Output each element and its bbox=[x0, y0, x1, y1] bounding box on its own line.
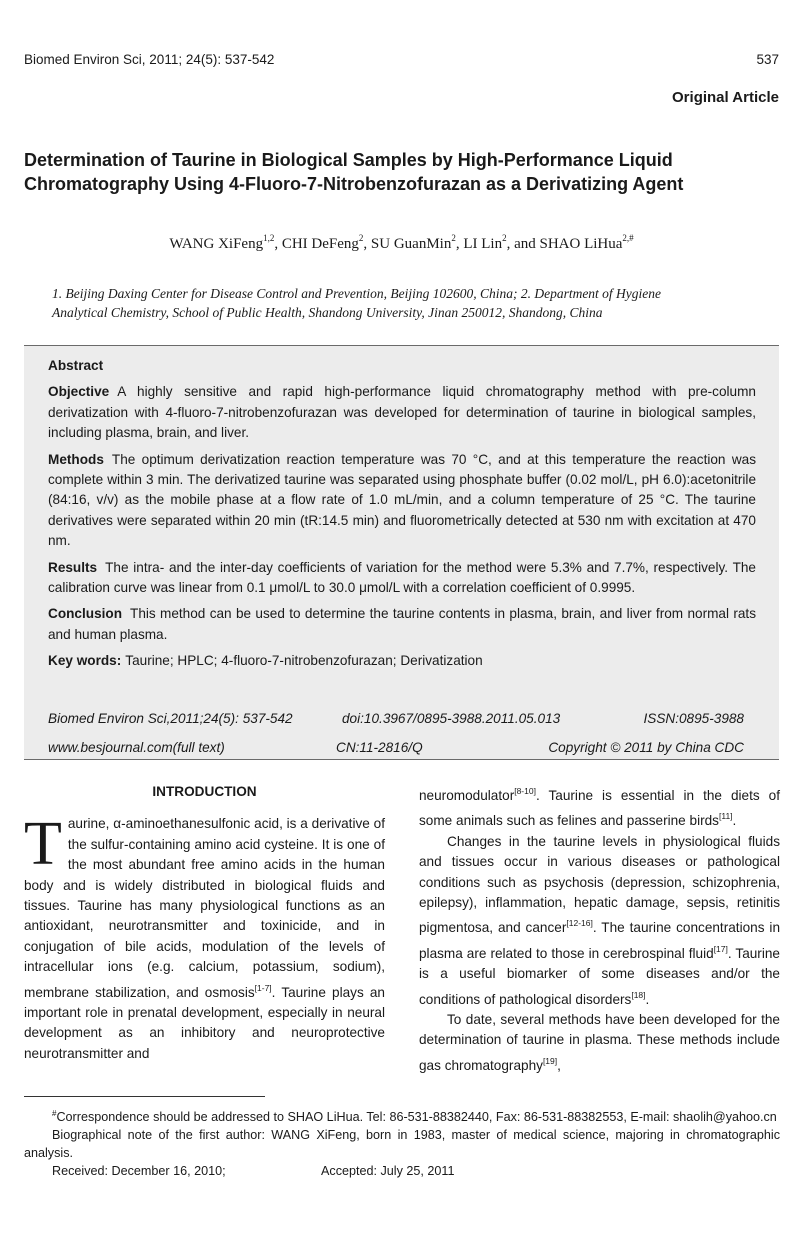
abstract-body bbox=[48, 356, 756, 678]
author-separator: , and bbox=[506, 236, 540, 252]
doi: doi:10.3967/0895-3988.2011.05.013 bbox=[342, 711, 561, 726]
keywords-text: Taurine; HPLC; 4-fluoro-7-nitrobenzofurazan; Derivatization bbox=[125, 653, 483, 669]
citation-ref[interactable]: [19] bbox=[542, 1055, 558, 1066]
affiliation-line: Analytical Chemistry, School of Public Health, Shandong University, Jinan 250012, Shandong, China bbox=[52, 305, 603, 320]
paragraph-text: To date, several methods have been developed for the determination of taurine in plasma. These methods include gas chromatography bbox=[419, 1012, 780, 1073]
intro-paragraph-3 bbox=[419, 1010, 780, 1076]
paragraph-text: Changes in the taurine levels in physiological fluids and tissues occur in various diseases or pathological conditions such as psychosis (depression, schizophrenia, epilepsy), inflammation, hepatic damage, sepsis, retinitis pigmentosa, and cancer bbox=[419, 833, 780, 936]
citation-ref[interactable]: [17] bbox=[713, 943, 728, 954]
paragraph-text: aurine, α-aminoethanesulfonic acid, is a derivative of the sulfur-containing amino acid cysteine. It is one of the most abundant free amino acids in the human body and is widely distributed in biological fluids and tissues. Taurine has many physiological functions as an antioxidant, neurotransmitter and toxinicide, and in conjugation of bile acids, modulation of the levels of intracellular ions (e.g. calcium, potassium, sodium), membrane stabilization, and osmosis bbox=[24, 816, 385, 1000]
dates-line bbox=[24, 1162, 780, 1180]
intro-paragraph-1 bbox=[24, 810, 385, 1064]
paragraph-text: . bbox=[645, 991, 650, 1007]
author-name: WANG XiFeng bbox=[169, 236, 264, 252]
objective-label: Objective bbox=[48, 384, 110, 400]
paragraph-text: neuromodulator bbox=[419, 788, 515, 803]
footnote-mark: # bbox=[52, 1109, 57, 1118]
author-name: SU GuanMin bbox=[370, 236, 452, 252]
conclusion-label: Conclusion bbox=[48, 606, 123, 622]
citation-ref[interactable]: [18] bbox=[631, 989, 646, 1000]
cn-number: CN:11-2816/Q bbox=[336, 740, 423, 755]
correspondence-note bbox=[24, 1105, 780, 1126]
footnote-divider bbox=[24, 1096, 265, 1097]
author-affiliation-mark: 2 bbox=[502, 233, 507, 243]
results-label: Results bbox=[48, 559, 98, 575]
accepted-date: Accepted: July 25, 2011 bbox=[321, 1164, 455, 1179]
copyright: Copyright © 2011 by China CDC bbox=[548, 740, 744, 755]
methods-label: Methods bbox=[48, 451, 104, 467]
paragraph-text: . Taurine is a useful biomarker of some diseases and/or the conditions of pathological disorders bbox=[419, 945, 780, 1007]
results-text: The intra- and the inter-day coefficients of variation for the method were 5.3% and 7.7%, respectively. The calibration curve was linear from 0.1 μmol/L to 30.0 μmol/L with a correlation coefficient of 0.9995. bbox=[48, 559, 756, 596]
received-date: Received: December 16, 2010; bbox=[52, 1164, 226, 1179]
paragraph-text: . Taurine is essential in the diets of some animals such as felines and passerine birds bbox=[419, 788, 780, 829]
citation-ref[interactable]: [1-7] bbox=[254, 982, 272, 993]
abstract-objective bbox=[48, 382, 756, 443]
footnotes bbox=[24, 1105, 780, 1180]
page-number: 537 bbox=[756, 52, 779, 67]
issn: ISSN:0895-3988 bbox=[643, 711, 744, 726]
title-line: Determination of Taurine in Biological Samples by High-Performance Liquid bbox=[24, 150, 673, 170]
author-name: SHAO LiHua bbox=[539, 236, 623, 252]
citation-ref[interactable]: [11] bbox=[718, 811, 733, 822]
affiliation-line: 1. Beijing Daxing Center for Disease Control and Prevention, Beijing 102600, China; 2. Department of Hygiene bbox=[52, 286, 662, 301]
author-name: CHI DeFeng bbox=[281, 236, 359, 252]
author-affiliation-mark: 1,2 bbox=[263, 233, 275, 243]
article-type-label: Original Article bbox=[672, 89, 779, 106]
author-affiliation-mark: 2 bbox=[451, 233, 456, 243]
intro-paragraph-2 bbox=[419, 832, 780, 1010]
citation: Biomed Environ Sci,2011;24(5): 537-542 bbox=[48, 711, 293, 726]
author-affiliation-mark: 2,# bbox=[622, 233, 634, 243]
author-name: LI Lin bbox=[463, 236, 503, 252]
conclusion-text: This method can be used to determine the taurine contents in plasma, brain, and liver from normal rats and human plasma. bbox=[48, 606, 756, 642]
affiliations bbox=[52, 284, 752, 322]
author-separator: , bbox=[363, 236, 371, 252]
citation-ref[interactable]: [8-10] bbox=[514, 786, 536, 796]
journal-website-link[interactable]: www.besjournal.com(full text) bbox=[48, 740, 225, 755]
correspondence-text: Correspondence should be addressed to SHAO LiHua. Tel: 86-531-88382440, Fax: 86-531-88382553, E-mail: shaolih@yahoo.cn bbox=[56, 1110, 777, 1125]
article-title bbox=[24, 148, 784, 196]
paragraph-text: . Taurine plays an important role in prenatal development, especially in neural development as an inhibitory and neuroprotective neurotransmitter and bbox=[24, 984, 385, 1061]
paragraph-text: , bbox=[557, 1057, 561, 1073]
abstract-heading: Abstract bbox=[48, 358, 104, 373]
objective-text: A highly sensitive and rapid high-performance liquid chromatography method with pre-column derivatization with 4-fluoro-7-nitrobenzofurazan was developed for determination of taurine in biological samples, including plasma, brain, and liver. bbox=[48, 384, 756, 441]
drop-cap: T bbox=[24, 810, 62, 879]
author-separator: , bbox=[455, 236, 464, 252]
paragraph-text: . The taurine concentrations in plasma are related to those in cerebrospinal fluid bbox=[419, 920, 781, 961]
body-right-column bbox=[419, 781, 780, 1076]
running-header-journal: Biomed Environ Sci, 2011; 24(5): 537-542 bbox=[24, 52, 275, 67]
citation-ref[interactable]: [12-16] bbox=[566, 918, 593, 929]
abstract-methods bbox=[48, 450, 756, 552]
abstract-box bbox=[24, 345, 779, 760]
body-left-column bbox=[24, 782, 385, 1064]
methods-text: The optimum derivatization reaction temperature was 70 °C, and at this temperature the reaction was complete within 3 min. The derivatized taurine was separated using phosphate buffer (0.02 mol/L, pH 6.0):acetonitrile (84:16, v/v) as the mobile phase at a flow rate of 1.0 mL/min, and a column temperature of 25 °C. The taurine derivatives were separated within 20 min (tR:14.5 min) and fluorometrically detected at 530 nm with excitation at 470 nm. bbox=[48, 451, 756, 549]
paragraph-text: . bbox=[732, 813, 737, 829]
biographical-note: Biographical note of the first author: WANG XiFeng, born in 1983, master of medical science, majoring in chromatographic analysis. bbox=[24, 1128, 780, 1161]
abstract-results bbox=[48, 558, 756, 599]
author-affiliation-mark: 2 bbox=[358, 233, 364, 243]
keywords-label: Key words: bbox=[48, 653, 122, 669]
abstract-conclusion bbox=[48, 604, 756, 645]
author-list bbox=[0, 233, 803, 253]
keywords bbox=[48, 651, 756, 671]
title-line: Chromatography Using 4-Fluoro-7-Nitrobenzofurazan as a Derivatizing Agent bbox=[24, 174, 684, 194]
author-separator: , bbox=[274, 236, 282, 252]
introduction-heading: INTRODUCTION bbox=[152, 784, 257, 799]
intro-paragraph-1-continued bbox=[419, 781, 780, 832]
